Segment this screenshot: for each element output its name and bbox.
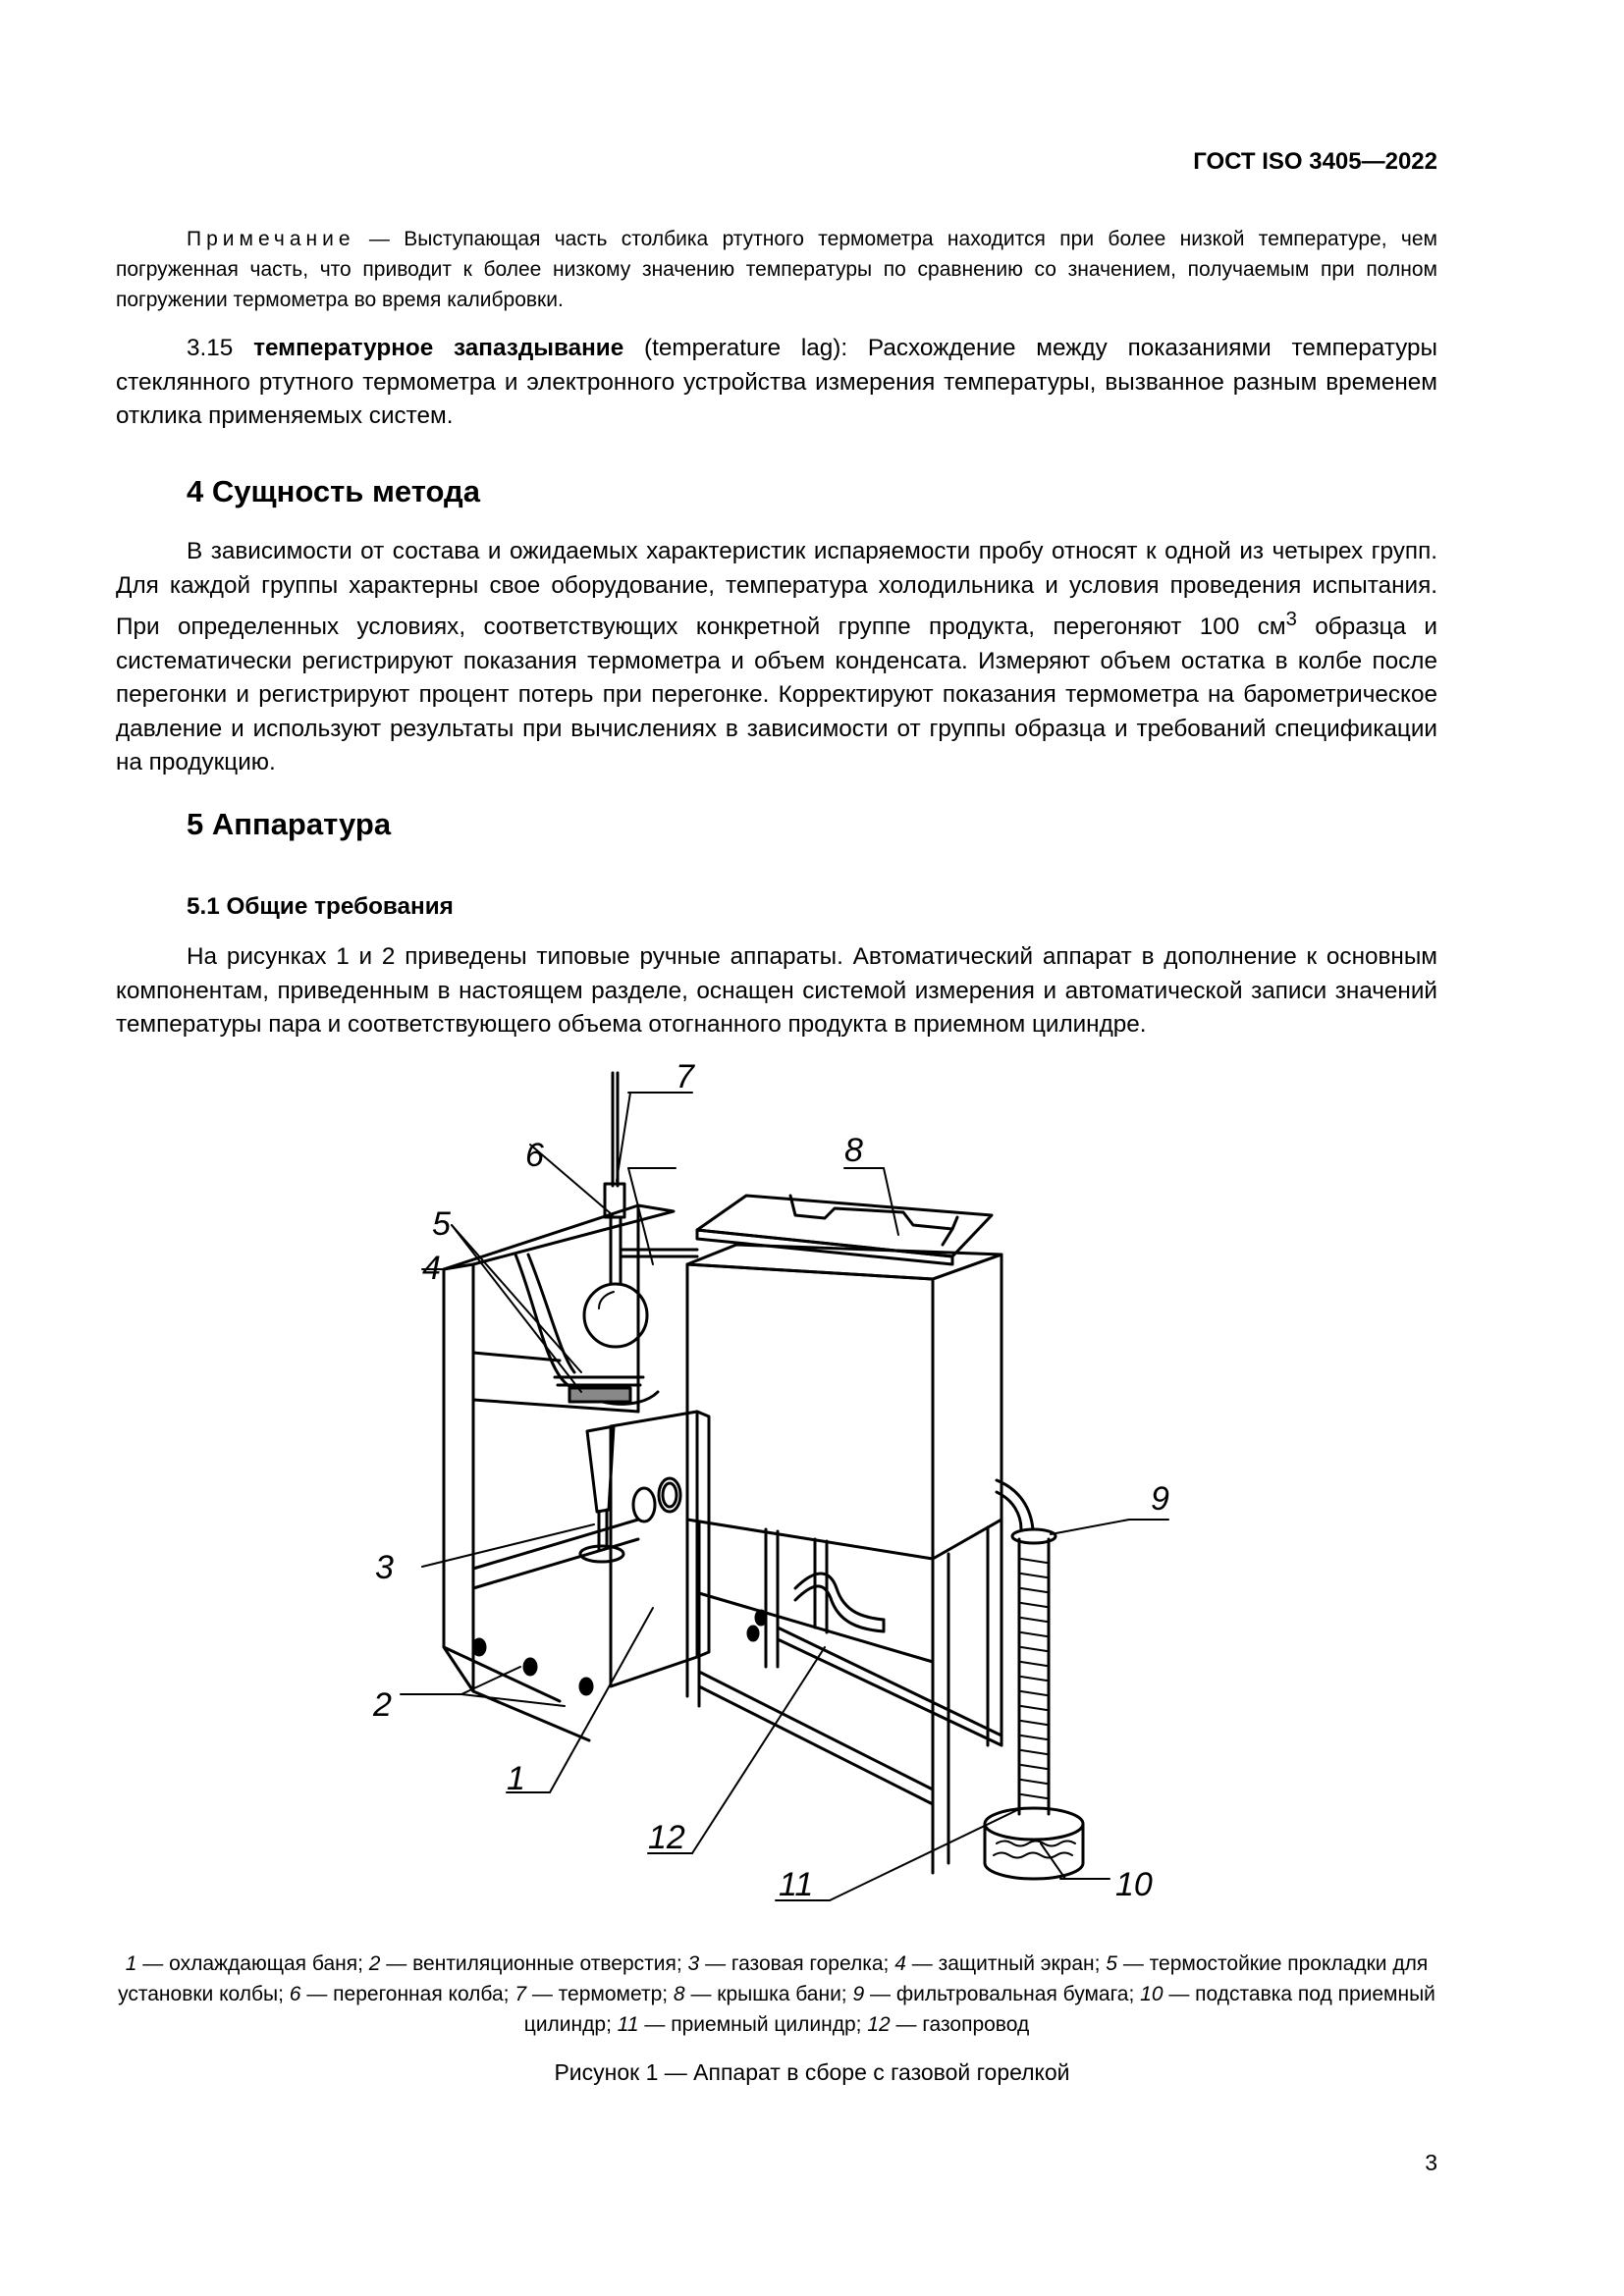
figure-title: Рисунок 1 — Аппарат в сборе с газовой горелкой <box>554 2059 1070 2085</box>
label-8: 8 <box>844 1132 863 1169</box>
section-4-text-b: образца и систематически регистрируют показания термометра и объем конденсата. Измеряют объем остатка в колбе после перегонки и регистрируют процент потерь при перегонке. Корректируют показания термометра на барометрическое давление и используют результаты при вычислениях в зависимости от группы образца и требований спецификации на продукцию. <box>116 614 1437 776</box>
term-3-15-paragraph <box>116 332 1437 434</box>
legend-number: 11 <box>617 2013 639 2036</box>
note-label: Примечание <box>187 228 355 250</box>
legend-text: — термометр; <box>526 1983 674 2005</box>
left-shield-drawing <box>444 1205 674 1740</box>
section-4-text-a: В зависимости от состава и ожидаемых характеристик испаряемости пробу относят к одной из четырех групп. Для каждой группы характерны свое оборудование, температура холодильника и условия проведения испытания. При определенных условиях, соответствующих конкретной группе продукта, перегоняют 100 см <box>116 538 1437 641</box>
term-definition: : Расхождение между показаниями температуры стеклянного ртутного термометра и электронного устройства измерения температуры, вызванное разным временем отклика применяемых систем. <box>116 335 1437 429</box>
figure-legend <box>116 1949 1437 2040</box>
legend-text: — крышка бани; <box>684 1983 853 2005</box>
standard-code: ГОСТ ISO 3405—2022 <box>1193 148 1437 175</box>
superscript-3: 3 <box>1285 609 1297 630</box>
section-5-title: 5 Аппаратура <box>187 807 392 841</box>
term-number: 3.15 <box>187 335 234 361</box>
note-paragraph <box>116 224 1437 315</box>
section-4-title: 4 Сущность метода <box>187 474 480 508</box>
receiving-cylinder-drawing <box>1019 1539 1049 1814</box>
label-1: 1 <box>507 1760 525 1797</box>
label-3: 3 <box>375 1549 394 1586</box>
legend-number: 8 <box>673 1983 685 2005</box>
legend-text: — вентиляционные отверстия; <box>380 1952 688 1975</box>
label-10: 10 <box>1115 1866 1153 1903</box>
label-5: 5 <box>432 1205 451 1243</box>
gas-pipe-drawing <box>795 1574 884 1631</box>
label-11: 11 <box>779 1866 814 1903</box>
legend-number: 10 <box>1140 1983 1164 2005</box>
label-12: 12 <box>648 1819 685 1856</box>
label-9: 9 <box>1151 1480 1169 1518</box>
door-drawing <box>611 1412 709 1686</box>
legend-number: 3 <box>687 1952 700 1975</box>
legend-number: 7 <box>514 1983 526 2005</box>
apparatus-figure <box>363 1058 1178 1922</box>
legend-text: — газовая горелка; <box>699 1952 895 1975</box>
label-7: 7 <box>676 1058 694 1095</box>
page-number: 3 <box>1425 2150 1437 2175</box>
legend-number: 1 <box>125 1952 137 1975</box>
label-6: 6 <box>525 1137 544 1174</box>
legend-text: — охлаждающая баня; <box>136 1952 369 1975</box>
thermometer-drawing <box>613 1073 618 1186</box>
note-text: — Выступающая часть столбика ртутного термометра находится при более низкой температуре, чем погруженная часть, что приводит к более низкому значению температуры по сравнению со значением, получаемым при полном погружении термометра во время калибровки. <box>116 228 1437 311</box>
label-4: 4 <box>422 1250 441 1287</box>
subsection-5-1-title: 5.1 Общие требования <box>187 893 454 920</box>
term-name: температурное запаздывание <box>253 335 624 361</box>
section-4-paragraph <box>116 535 1437 780</box>
legend-number: 6 <box>289 1983 301 2005</box>
legend-text: — термостойкие прокладки для установки колбы; <box>118 1952 1429 2005</box>
legend-number: 4 <box>894 1952 906 1975</box>
legend-number: 2 <box>368 1952 381 1975</box>
section-5-1-paragraph: На рисунках 1 и 2 приведены типовые ручные аппараты. Автоматический аппарат в дополнение к основным компонентам, приведенным в настоящем разделе, оснащен системой измерения и автоматической записи значений температуры пара и соответствующего объема отогнанного продукта в приемном цилиндре. <box>116 943 1437 1038</box>
legend-number: 12 <box>867 2013 891 2036</box>
bath-lid-drawing <box>697 1196 992 1264</box>
legend-text: — приемный цилиндр; <box>638 2013 868 2036</box>
cooling-bath-drawing <box>687 1245 1001 1873</box>
legend-number: 5 <box>1106 1952 1117 1975</box>
outlet-tube-drawing <box>997 1480 1056 1543</box>
legend-text: — фильтровальная бумага; <box>864 1983 1141 2005</box>
legend-number: 9 <box>852 1983 865 2005</box>
burner-drawing <box>580 1426 623 1562</box>
label-2: 2 <box>373 1686 392 1724</box>
legend-text: — газопровод <box>890 2013 1030 2036</box>
flask-drawing <box>584 1184 697 1347</box>
legend-text: — перегонная колба; <box>300 1983 515 2005</box>
term-english: (temperature lag) <box>644 335 841 361</box>
legend-text: — защитный экран; <box>905 1952 1107 1975</box>
legend-text: — подставка под приемный цилиндр; <box>523 1983 1435 2036</box>
